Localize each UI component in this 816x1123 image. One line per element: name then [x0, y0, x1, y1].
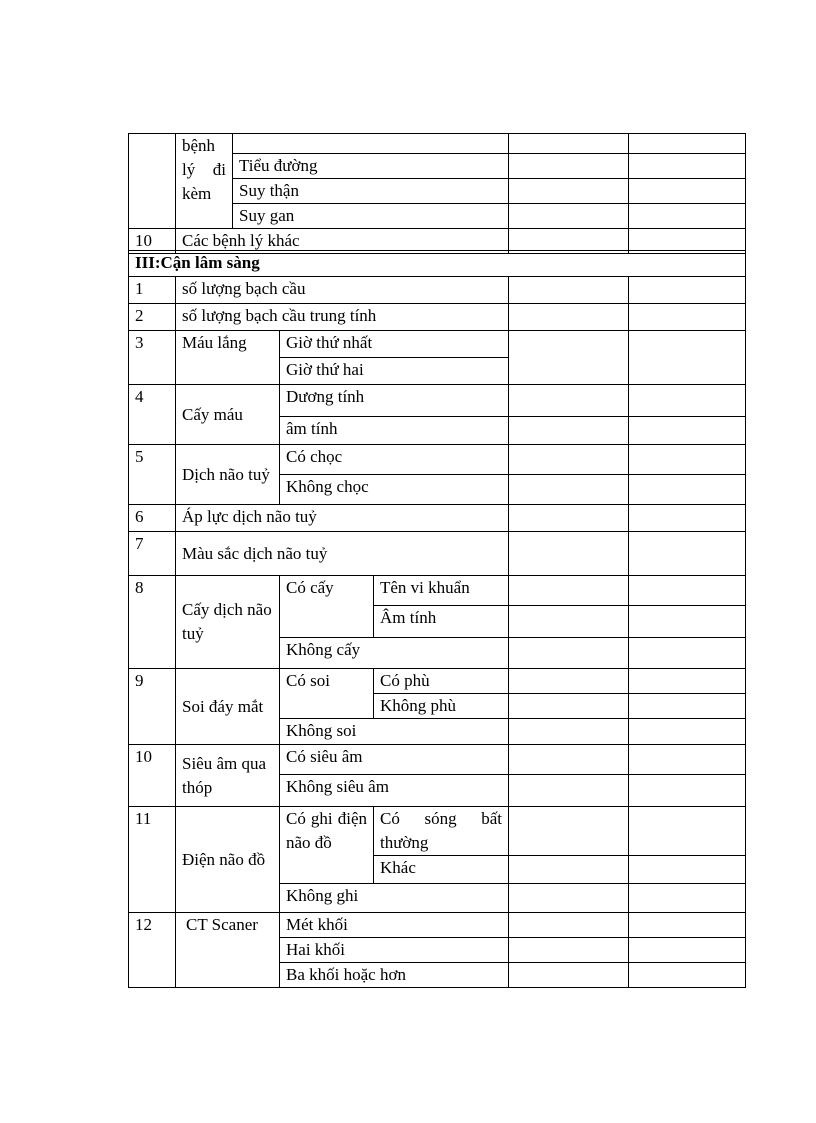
value-cell	[629, 913, 746, 938]
value-cell	[509, 331, 629, 385]
value-cell	[509, 445, 629, 475]
value-cell	[509, 385, 629, 417]
sub-sub-cell: Có phù	[374, 669, 509, 694]
sub-sub-cell: Âm tính	[374, 606, 509, 638]
sub-cell: Ba khối hoặc hơn	[280, 963, 509, 988]
sub-sub-cell: Tên vi khuẩn	[374, 576, 509, 606]
value-cell	[629, 304, 746, 331]
row-label: Dịch não tuỷ	[176, 445, 280, 505]
value-cell	[629, 606, 746, 638]
row-label: Màu sắc dịch não tuỷ	[176, 532, 509, 576]
value-cell	[509, 505, 629, 532]
row-label: Áp lực dịch não tuỷ	[176, 505, 509, 532]
value-cell	[629, 331, 746, 385]
comorbidity-table	[128, 133, 746, 254]
value-cell	[629, 134, 746, 154]
sub-cell: Không ghi	[280, 884, 509, 913]
row-number: 2	[129, 304, 176, 331]
value-cell	[629, 505, 746, 532]
sub-cell: Suy gan	[233, 204, 509, 229]
sub-cell: Tiểu đường	[233, 154, 509, 179]
sub-cell: Có chọc	[280, 445, 509, 475]
row-number: 7	[129, 532, 176, 576]
value-cell	[629, 417, 746, 445]
value-cell	[509, 694, 629, 719]
value-cell	[629, 856, 746, 884]
row-number: 1	[129, 277, 176, 304]
row-number: 3	[129, 331, 176, 385]
value-cell	[509, 775, 629, 807]
sub-cell: Giờ thứ nhất	[280, 331, 509, 358]
row-label: số lượng bạch cầu trung tính	[176, 304, 509, 331]
row-label: Máu lắng	[176, 331, 280, 385]
value-cell	[509, 606, 629, 638]
value-cell	[629, 277, 746, 304]
row-label: Siêu âm qua thóp	[176, 745, 280, 807]
row-number: 4	[129, 385, 176, 445]
value-cell	[509, 134, 629, 154]
lab-table	[128, 250, 746, 988]
value-cell	[509, 913, 629, 938]
value-cell	[509, 576, 629, 606]
value-cell	[629, 963, 746, 988]
value-cell	[629, 154, 746, 179]
sub-cell: âm tính	[280, 417, 509, 445]
value-cell	[629, 775, 746, 807]
sub-cell: Giờ thứ hai	[280, 358, 509, 385]
sub-sub-cell: Khác	[374, 856, 509, 884]
value-cell	[509, 204, 629, 229]
value-cell	[629, 938, 746, 963]
value-cell	[629, 179, 746, 204]
row-number: 8	[129, 576, 176, 669]
value-cell	[629, 719, 746, 745]
value-cell	[629, 445, 746, 475]
sub-cell: Có siêu âm	[280, 745, 509, 775]
row-number: 11	[129, 807, 176, 913]
value-cell	[509, 884, 629, 913]
sub-cell: Có soi	[280, 669, 374, 719]
value-cell	[509, 807, 629, 856]
row-number: 12	[129, 913, 176, 988]
sub-cell: Có ghi điện não đồ	[280, 807, 374, 884]
row-label: Cấy máu	[176, 385, 280, 445]
value-cell	[509, 745, 629, 775]
sub-sub-cell: Có sóng bất thường	[374, 807, 509, 856]
value-cell	[629, 475, 746, 505]
value-cell	[629, 385, 746, 417]
row-label: Các bệnh lý khác	[176, 229, 509, 254]
row-number: 5	[129, 445, 176, 505]
value-cell	[629, 745, 746, 775]
row-label: Điện não đồ	[176, 807, 280, 913]
row-number: 6	[129, 505, 176, 532]
value-cell	[629, 576, 746, 606]
row-number: 10	[129, 229, 176, 254]
sub-cell: Dương tính	[280, 385, 509, 417]
value-cell	[629, 669, 746, 694]
value-cell	[509, 277, 629, 304]
value-cell	[509, 417, 629, 445]
row-label: Cấy dịch não tuỷ	[176, 576, 280, 669]
sub-cell: Không cấy	[280, 638, 509, 669]
value-cell	[629, 204, 746, 229]
value-cell	[509, 719, 629, 745]
row-number	[129, 134, 176, 229]
value-cell	[629, 694, 746, 719]
sub-cell: Không soi	[280, 719, 509, 745]
value-cell	[509, 669, 629, 694]
value-cell	[509, 856, 629, 884]
label-line: kèm	[182, 184, 212, 203]
value-cell	[629, 807, 746, 856]
sub-cell: Suy thận	[233, 179, 509, 204]
row-label: Soi đáy mắt	[176, 669, 280, 745]
value-cell	[509, 938, 629, 963]
value-cell	[509, 963, 629, 988]
row-number: 10	[129, 745, 176, 807]
section-title: III:Cận lâm sàng	[129, 251, 746, 277]
row-number: 9	[129, 669, 176, 745]
label-line: lý đi	[182, 160, 226, 179]
sub-cell: Không chọc	[280, 475, 509, 505]
value-cell	[509, 154, 629, 179]
value-cell	[509, 638, 629, 669]
label-line: bệnh	[182, 136, 216, 155]
sub-cell: Có cấy	[280, 576, 374, 638]
sub-cell: Mét khối	[280, 913, 509, 938]
value-cell	[629, 532, 746, 576]
value-cell	[509, 475, 629, 505]
value-cell	[629, 884, 746, 913]
value-cell	[629, 638, 746, 669]
sub-cell	[233, 134, 509, 154]
value-cell	[509, 179, 629, 204]
sub-cell: Không siêu âm	[280, 775, 509, 807]
value-cell	[509, 532, 629, 576]
row-label: CT Scaner	[176, 913, 280, 988]
row-label: số lượng bạch cầu	[176, 277, 509, 304]
value-cell	[509, 304, 629, 331]
sub-cell: Hai khối	[280, 938, 509, 963]
row-label	[176, 134, 233, 229]
sub-sub-cell: Không phù	[374, 694, 509, 719]
